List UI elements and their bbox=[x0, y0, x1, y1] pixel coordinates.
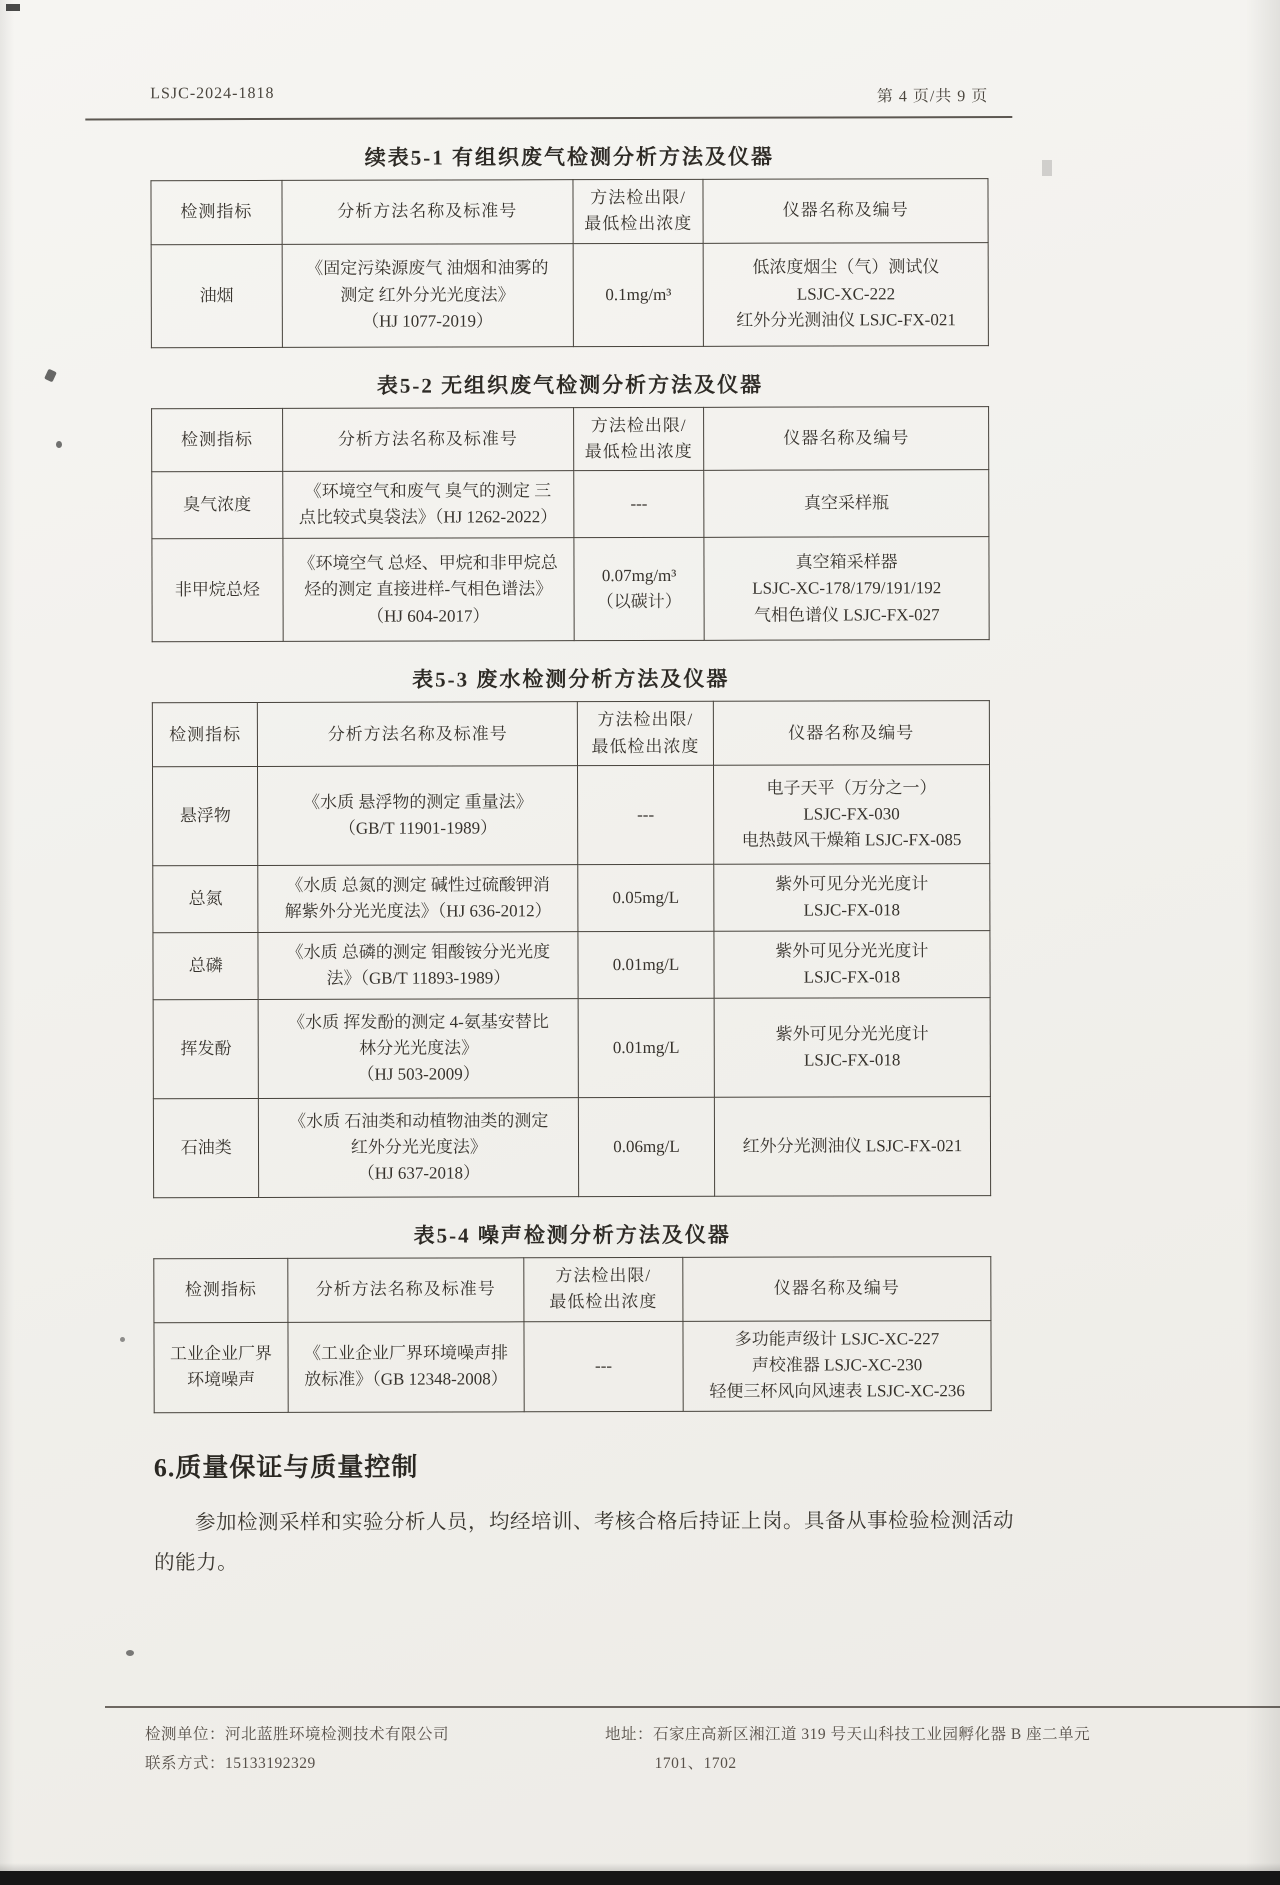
table-header-row bbox=[154, 1257, 991, 1323]
header-divider bbox=[85, 116, 1012, 120]
col-header-method: 分析方法名称及标准号 bbox=[282, 407, 573, 471]
cell-indicator: 臭气浓度 bbox=[152, 472, 283, 539]
col-header-limit: 方法检出限/ 最低检出浓度 bbox=[578, 702, 714, 766]
scan-speck bbox=[126, 1650, 134, 1656]
col-header-instrument: 仪器名称及编号 bbox=[704, 406, 989, 470]
cell-method: 《环境空气和废气 臭气的测定 三 点比较式臭袋法》（HJ 1262-2022） bbox=[282, 471, 573, 539]
cell-method: 《水质 总氮的测定 碱性过硫酸钾消 解紫外分光光度法》（HJ 636-2012） bbox=[258, 865, 578, 933]
cell-indicator: 工业企业厂界 环境噪声 bbox=[154, 1322, 288, 1412]
section-heading: 6.质量保证与质量控制 bbox=[153, 1452, 419, 1483]
col-header-instrument: 仪器名称及编号 bbox=[683, 1257, 991, 1321]
cell-indicator: 油烟 bbox=[151, 244, 282, 347]
scan-speck bbox=[56, 441, 62, 448]
footer-contact: 联系方式：15133192329 bbox=[145, 1755, 316, 1773]
cell-limit: 0.01mg/L bbox=[578, 931, 714, 998]
table-header-row bbox=[152, 406, 989, 472]
cell-instrument: 红外分光测油仪 LSJC-FX-021 bbox=[714, 1097, 990, 1197]
cell-limit: 0.06mg/L bbox=[579, 1097, 715, 1196]
cell-method: 《工业企业厂界环境噪声排 放标准》（GB 12348-2008） bbox=[288, 1322, 524, 1413]
section-paragraph: 参加检测采样和实验分析人员，均经培训、考核合格后持证上岗。具备从事检验检测活动的能力。 bbox=[154, 1509, 1015, 1575]
cell-limit: 0.07mg/m³ （以碳计） bbox=[574, 538, 705, 641]
table-row bbox=[151, 242, 988, 347]
cell-limit: 0.1mg/m³ bbox=[573, 243, 704, 346]
scan-left-shade bbox=[0, 0, 14, 1885]
table-5-4 bbox=[153, 1256, 991, 1413]
table-row bbox=[153, 864, 990, 933]
table-header-row bbox=[152, 701, 989, 767]
cell-instrument: 紫外可见分光光度计 LSJC-FX-018 bbox=[714, 931, 990, 999]
col-header-instrument: 仪器名称及编号 bbox=[703, 179, 988, 243]
table-title-5-1: 续表5-1 有组织废气检测分析方法及仪器 bbox=[364, 144, 775, 170]
cell-method: 《水质 悬浮物的测定 重量法》 （GB/T 11901-1989） bbox=[258, 766, 578, 866]
scan-right-shade bbox=[1246, 0, 1280, 1885]
col-header-indicator: 检测指标 bbox=[152, 408, 283, 472]
cell-indicator: 挥发酚 bbox=[153, 1000, 259, 1099]
cell-instrument: 紫外可见分光光度计 LSJC-FX-018 bbox=[714, 998, 990, 1098]
scan-bottom-fade bbox=[0, 1863, 1280, 1871]
col-header-indicator: 检测指标 bbox=[151, 180, 282, 244]
table-row bbox=[153, 1097, 990, 1198]
table-title-5-4: 表5-4 噪声检测分析方法及仪器 bbox=[413, 1222, 731, 1248]
document-number: LSJC-2024-1818 bbox=[150, 84, 275, 103]
table-5-2 bbox=[151, 406, 990, 643]
cell-limit: --- bbox=[574, 471, 705, 538]
table-row bbox=[152, 470, 989, 539]
page-footer bbox=[105, 1706, 1280, 1779]
col-header-limit: 方法检出限/ 最低检出浓度 bbox=[573, 179, 704, 243]
table-continued-5-1 bbox=[150, 178, 988, 348]
cell-limit: --- bbox=[524, 1321, 683, 1411]
cell-instrument: 电子天平（万分之一） LSJC-FX-030 电热鼓风干燥箱 LSJC-FX-085 bbox=[713, 765, 989, 865]
col-header-indicator: 检测指标 bbox=[154, 1258, 288, 1322]
table-row bbox=[153, 765, 990, 866]
cell-limit: --- bbox=[578, 765, 714, 864]
cell-limit: 0.05mg/L bbox=[578, 864, 714, 931]
cell-indicator: 总磷 bbox=[153, 933, 259, 1000]
page-number-indicator: 第 4 页/共 9 页 bbox=[876, 88, 989, 106]
cell-instrument: 紫外可见分光光度计 LSJC-FX-018 bbox=[714, 864, 990, 932]
table-title-5-2: 表5-2 无组织废气检测分析方法及仪器 bbox=[376, 372, 764, 398]
cell-method: 《水质 石油类和动植物油类的测定 红外分光光度法》 （HJ 637-2018） bbox=[259, 1098, 579, 1198]
cell-indicator: 石油类 bbox=[153, 1099, 259, 1198]
col-header-indicator: 检测指标 bbox=[152, 703, 258, 767]
cell-indicator: 总氮 bbox=[153, 866, 259, 933]
footer-address-line2: 1701、1702 bbox=[654, 1755, 737, 1773]
col-header-limit: 方法检出限/ 最低检出浓度 bbox=[524, 1257, 683, 1321]
cell-method: 《固定污染源废气 油烟和油雾的 测定 红外分光光度法》 （HJ 1077-2019） bbox=[282, 243, 574, 347]
cell-instrument: 多功能声级计 LSJC-XC-227 声校准器 LSJC-XC-230 轻便三杯风向风速表 LSJC-XC-236 bbox=[683, 1320, 991, 1411]
section-quality-assurance bbox=[154, 1445, 1029, 1584]
cell-method: 《水质 挥发酚的测定 4-氨基安替比 林分光光度法》 （HJ 503-2009） bbox=[259, 999, 579, 1099]
table-row bbox=[153, 931, 990, 1000]
scan-smudge bbox=[1042, 160, 1052, 176]
table-row bbox=[153, 998, 990, 1099]
col-header-method: 分析方法名称及标准号 bbox=[288, 1258, 524, 1322]
col-header-method: 分析方法名称及标准号 bbox=[258, 702, 578, 767]
cell-instrument: 真空箱采样器 LSJC-XC-178/179/191/192 气相色谱仪 LSJC-FX-027 bbox=[704, 537, 989, 641]
col-header-limit: 方法检出限/ 最低检出浓度 bbox=[573, 407, 704, 471]
table-header-row bbox=[151, 179, 988, 245]
scan-bottom-bar bbox=[0, 1871, 1280, 1885]
table-5-3 bbox=[152, 700, 991, 1198]
table-row bbox=[152, 537, 989, 642]
cell-method: 《水质 总磷的测定 钼酸铵分光光度 法》（GB/T 11893-1989） bbox=[258, 932, 578, 1000]
cell-method: 《环境空气 总烃、甲烷和非甲烷总 烃的测定 直接进样-气相色谱法》 （HJ 604-2017） bbox=[282, 538, 574, 642]
cell-indicator: 悬浮物 bbox=[153, 767, 259, 866]
cell-limit: 0.01mg/L bbox=[578, 998, 714, 1097]
col-header-method: 分析方法名称及标准号 bbox=[282, 180, 573, 244]
footer-org: 检测单位：河北蓝胜环境检测技术有限公司 bbox=[145, 1726, 450, 1743]
page-header bbox=[0, 0, 1280, 109]
table-title-5-3: 表5-3 废水检测分析方法及仪器 bbox=[412, 667, 730, 692]
cell-instrument: 真空采样瓶 bbox=[704, 470, 989, 538]
col-header-instrument: 仪器名称及编号 bbox=[713, 701, 989, 765]
scan-speck bbox=[120, 1337, 125, 1342]
cell-indicator: 非甲烷总烃 bbox=[152, 539, 283, 642]
cell-instrument: 低浓度烟尘（气）测试仪 LSJC-XC-222 红外分光测油仪 LSJC-FX-021 bbox=[704, 242, 989, 346]
table-row bbox=[154, 1320, 991, 1412]
footer-address-line1: 地址：石家庄高新区湘江道 319 号天山科技工业园孵化器 B 座二单元 bbox=[605, 1726, 1091, 1743]
scan-speck bbox=[6, 4, 20, 11]
